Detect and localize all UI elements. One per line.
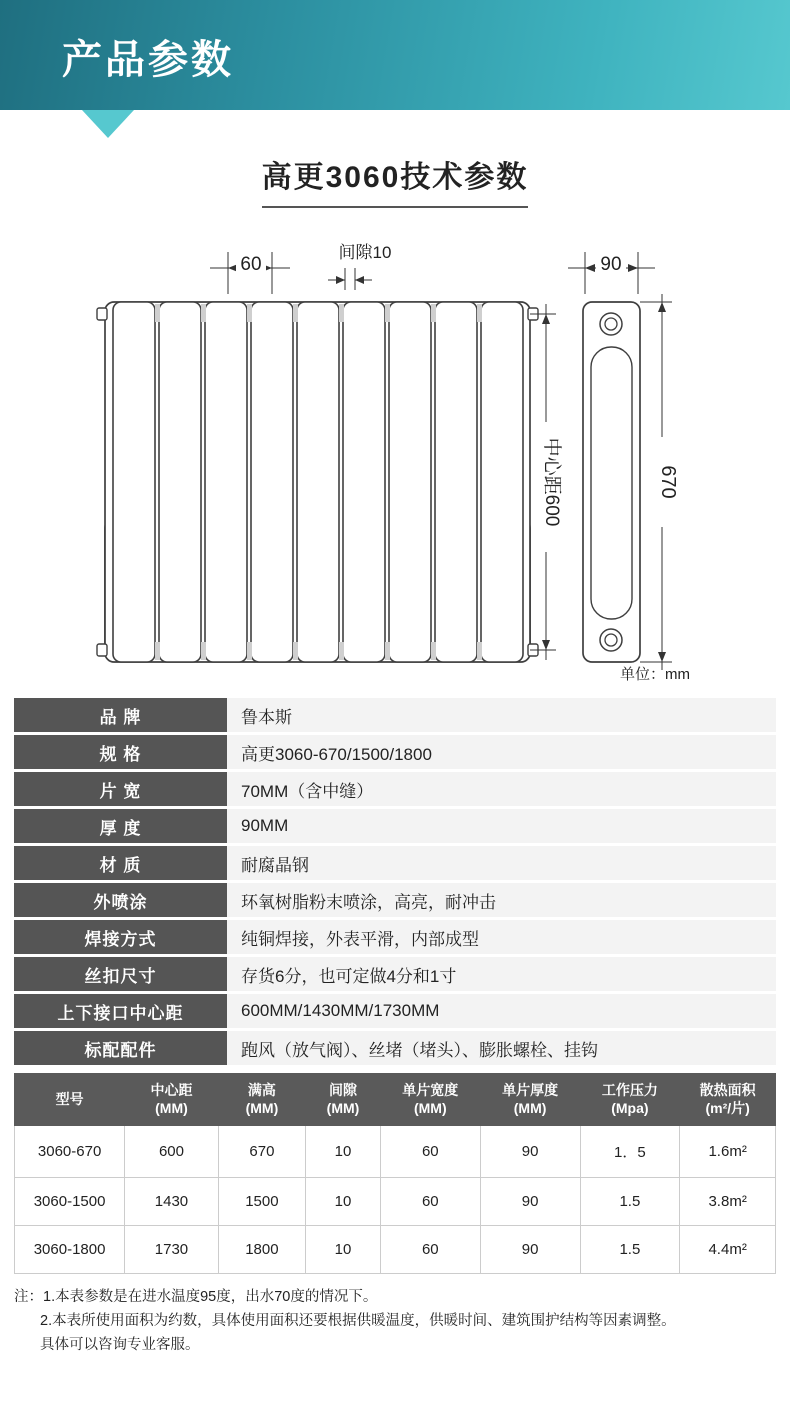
spec-list: [14, 698, 776, 1065]
spec-row: [14, 957, 776, 991]
table-cell: 3060-1800: [15, 1226, 125, 1274]
table-cell: 10: [306, 1126, 381, 1178]
spec-value: 高更3060-670/1500/1800: [227, 735, 776, 769]
table-header-row: [15, 1074, 776, 1126]
spec-row: [14, 698, 776, 732]
dim-label-center-distance: 中心距600: [541, 437, 562, 527]
spec-value: 跑风（放气阀）、丝堵（堵头）、膨胀螺栓、挂钩: [227, 1031, 776, 1065]
dim-label-height: 670: [657, 465, 679, 499]
table-cell: 1.5: [580, 1226, 680, 1274]
spec-row: [14, 772, 776, 806]
page-header-banner: [0, 0, 790, 110]
spec-value: 环氧树脂粉末喷涂，高亮，耐冲击: [227, 883, 776, 917]
table-row: [15, 1126, 776, 1178]
spec-value: 鲁本斯: [227, 698, 776, 732]
table-cell: 10: [306, 1226, 381, 1274]
spec-key: 丝扣尺寸: [14, 957, 227, 991]
table-row: [15, 1226, 776, 1274]
radiator-dimension-diagram: [0, 222, 790, 692]
table-cell: 1430: [125, 1178, 219, 1226]
table-header-cell: 工作压力 (Mpa): [580, 1074, 680, 1126]
spec-key: 片 宽: [14, 772, 227, 806]
dim-label-gap: 间隙10: [338, 243, 392, 262]
table-header-cell: 散热面积 (m²/片): [680, 1074, 776, 1126]
table-cell: 1800: [218, 1226, 305, 1274]
parameters-table: [14, 1073, 776, 1274]
table-cell: 670: [218, 1126, 305, 1178]
table-cell: 90: [480, 1226, 580, 1274]
table-cell: 600: [125, 1126, 219, 1178]
table-cell: 60: [380, 1126, 480, 1178]
spec-value: 存货6分，也可定做4分和1寸: [227, 957, 776, 991]
table-header-cell: 中心距 (MM): [125, 1074, 219, 1126]
footnote-line: 注：1.本表参数是在进水温度95度，出水70度的情况下。: [14, 1289, 378, 1305]
spec-key: 焊接方式: [14, 920, 227, 954]
table-cell: 3060-1500: [15, 1178, 125, 1226]
section-subtitle-wrap: [0, 152, 790, 208]
table-cell: 3.8m²: [680, 1178, 776, 1226]
table-cell: 90: [480, 1126, 580, 1178]
table-cell: 4.4m²: [680, 1226, 776, 1274]
table-header-cell: 型号: [15, 1074, 125, 1126]
table-cell: 60: [380, 1226, 480, 1274]
table-cell: 10: [306, 1178, 381, 1226]
table-header-cell: 间隙 (MM): [306, 1074, 381, 1126]
spec-row: [14, 994, 776, 1028]
section-subtitle: 高更3060技术参数: [262, 152, 529, 208]
spec-key: 上下接口中心距: [14, 994, 227, 1028]
spec-value: 纯铜焊接，外表平滑，内部成型: [227, 920, 776, 954]
spec-key: 标配配件: [14, 1031, 227, 1065]
spec-value: 70MM（含中缝）: [227, 772, 776, 806]
footnote-line: 2.本表所使用面积为约数，具体使用面积还要根据供暖温度，供暖时间、建筑围护结构等因素调整。: [40, 1312, 676, 1329]
table-cell: 3060-670: [15, 1126, 125, 1178]
spec-value: 耐腐晶钢: [227, 846, 776, 880]
spec-key: 品 牌: [14, 698, 227, 732]
table-cell: 60: [380, 1178, 480, 1226]
spec-key: 规 格: [14, 735, 227, 769]
spec-key: 外喷涂: [14, 883, 227, 917]
spec-key: 材 质: [14, 846, 227, 880]
table-cell: 90: [480, 1178, 580, 1226]
banner-notch-decoration: [82, 110, 134, 138]
table-cell: 1730: [125, 1226, 219, 1274]
spec-row: [14, 883, 776, 917]
dim-label-depth: 90: [600, 254, 622, 275]
footnotes: [14, 1286, 776, 1358]
table-cell: 1.5: [580, 1178, 680, 1226]
table-cell: 1．5: [580, 1126, 680, 1178]
diagram-unit-label: 单位：mm: [620, 666, 690, 683]
spec-row: [14, 846, 776, 880]
table-cell: 1500: [218, 1178, 305, 1226]
table-row: [15, 1178, 776, 1226]
diagram-detail: [0, 222, 790, 692]
table-header-cell: 满高 (MM): [218, 1074, 305, 1126]
spec-value: 90MM: [227, 809, 776, 843]
spec-value: 600MM/1430MM/1730MM: [227, 994, 776, 1028]
spec-row: [14, 809, 776, 843]
spec-row: [14, 1031, 776, 1065]
table-header-cell: 单片宽度 (MM): [380, 1074, 480, 1126]
spec-row: [14, 920, 776, 954]
spec-row: [14, 735, 776, 769]
spec-key: 厚 度: [14, 809, 227, 843]
table-cell: 1.6m²: [680, 1126, 776, 1178]
footnote-line: 具体可以咨询专业客服。: [40, 1336, 200, 1353]
page-title: 产品参数: [62, 38, 234, 82]
dim-label-width: 60: [240, 254, 262, 275]
table-header-cell: 单片厚度 (MM): [480, 1074, 580, 1126]
